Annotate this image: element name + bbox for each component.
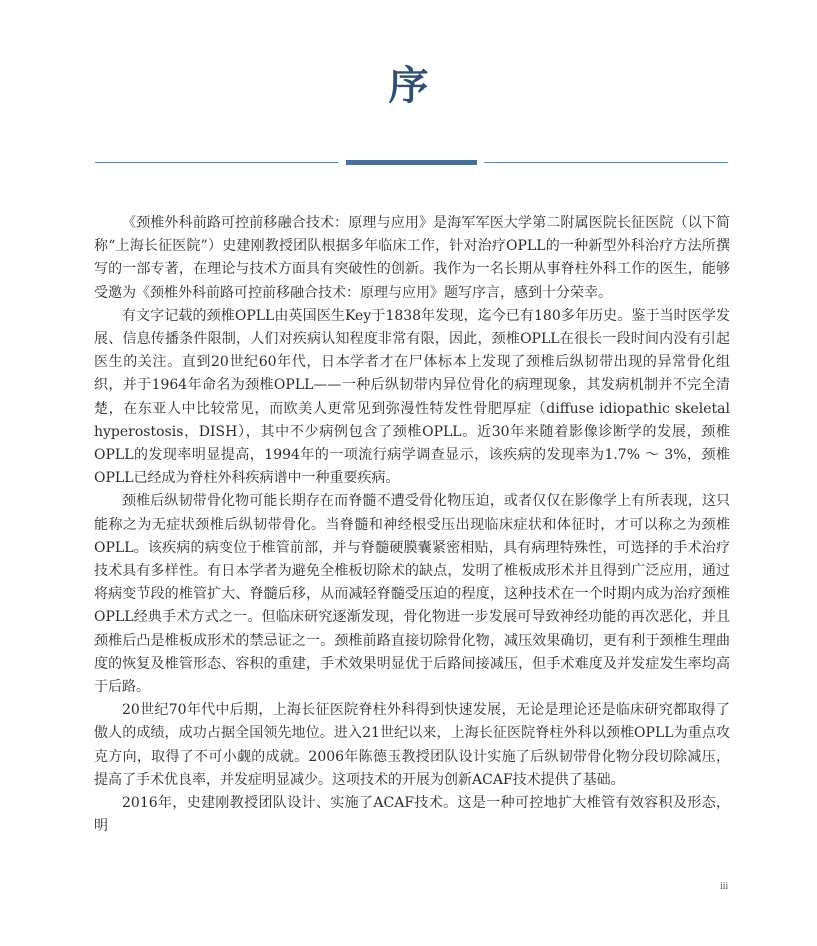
divider-left-line <box>95 162 338 163</box>
page-title: 序 <box>388 62 429 109</box>
body-text <box>94 212 730 838</box>
paragraph-1: 《颈椎外科前路可控前移融合技术：原理与应用》是海军军医大学第二附属医院长征医院（以下简称“上海长征医院”）史建刚教授团队根据多年临床工作，针对治疗OPLL的一种新型外科治疗方法所撰写的一部专著，在理论与技术方面具有突破性的创新。我作为一名长期从事脊柱外科工作的医生，能够受邀为《颈椎外科前路可控前移融合技术：原理与应用》题写序言，感到十分荣幸。 <box>94 215 730 301</box>
paragraph-4: 20世纪70年代中后期，上海长征医院脊柱外科得到快速发展，无论是理论还是临床研究都取得了傲人的成绩，成功占据全国领先地位。进入21世纪以来，上海长征医院脊柱外科以颈椎OPLL为重点攻克方向，取得了不可小觑的成就。2006年陈德玉教授团队设计实施了后纵韧带骨化物分段切除减压，提高了手术优良率，并发症明显减少。这项技术的开展为创新ACAF技术提供了基础。 <box>94 702 730 788</box>
title-divider <box>95 161 728 167</box>
paragraph-3: 颈椎后纵韧带骨化物可能长期存在而脊髓不遭受骨化物压迫，或者仅仅在影像学上有所表现，这只能称之为无症状颈椎后纵韧带骨化。当脊髓和神经根受压出现临床症状和体征时，才可以称之为颈椎OPLL。该疾病的病变位于椎管前部，并与脊髓硬膜囊紧密相贴，具有病理特殊性，可选择的手术治疗技术具有多样性。有日本学者为避免全椎板切除术的缺点，发明了椎板成形术并且得到广泛应用，通过将病变节段的椎管扩大、脊髓后移，从而减轻脊髓受压迫的程度，这种技术在一个时期内成为治疗颈椎OPLL经典手术方式之一。但临床研究逐渐发现，骨化物进一步发展可导致神经功能的再次恶化，并且颈椎后凸是椎板成形术的禁忌证之一。颈椎前路直接切除骨化物，减压效果确切，更有利于颈椎生理曲度的恢复及椎管形态、容积的重建，手术效果明显优于后路间接减压，但手术难度及并发症发生率均高于后路。 <box>94 493 730 696</box>
divider-right-line <box>484 162 728 163</box>
page-number: iii <box>720 881 729 892</box>
divider-center-bar <box>346 160 477 165</box>
paragraph-5: 2016年，史建刚教授团队设计、实施了ACAF技术。这是一种可控地扩大椎管有效容积及形态，明 <box>94 795 730 835</box>
paragraph-2: 有文字记载的颈椎OPLL由英国医生Key于1838年发现，迄今已有180多年历史。鉴于当时医学发展、信息传播条件限制，人们对疾病认知程度非常有限，因此，颈椎OPLL在很长一段时间内没有引起医生的关注。直到20世纪60年代，日本学者才在尸体标本上发现了颈椎后纵韧带出现的异常骨化组织，并于1964年命名为颈椎OPLL——一种后纵韧带内异位骨化的病理现象，其发病机制并不完全清楚，在东亚人中比较常见，而欧美人更常见到弥漫性特发性骨肥厚症（diffuse idiopathic skeletal hyperostosis，DISH），其中不少病例包含了颈椎OPLL。近30年来随着影像诊断学的发展，颈椎OPLL的发现率明显提高，1994年的一项流行病学调查显示，该疾病的发现率为1.7% ～ 3%，颈椎OPLL已经成为脊柱外科疾病谱中一种重要疾病。 <box>94 307 730 487</box>
